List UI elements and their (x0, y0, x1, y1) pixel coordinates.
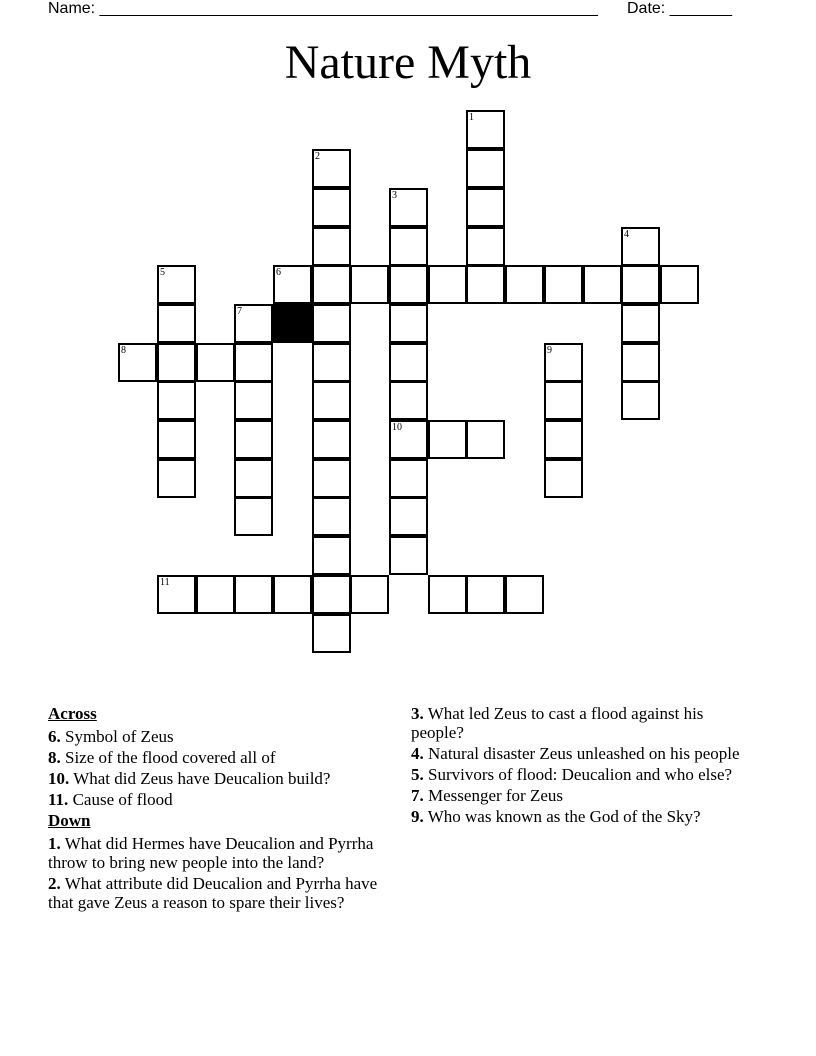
crossword-cell[interactable] (312, 459, 351, 498)
clue-number: 9. (411, 807, 424, 826)
clue-number-label: 7 (237, 306, 242, 317)
clue-text: What attribute did Deucalion and Pyrrha have that gave Zeus a reason to spare their lives? (48, 874, 378, 912)
clue-number-label: 5 (160, 267, 165, 278)
clue-number-label: 4 (624, 229, 629, 240)
crossword-cell[interactable] (621, 343, 660, 382)
crossword-cell[interactable] (544, 459, 583, 498)
crossword-cell[interactable] (312, 575, 351, 614)
crossword-cell[interactable] (157, 304, 196, 343)
crossword-cell[interactable] (157, 381, 196, 420)
crossword-cell[interactable] (312, 420, 351, 459)
crossword-cell[interactable] (350, 265, 389, 304)
crossword-cell[interactable] (389, 265, 428, 304)
crossword-cell[interactable] (621, 265, 660, 304)
clue-number-label: 9 (547, 345, 552, 356)
page-title: Nature Myth (284, 36, 532, 89)
crossword-cell[interactable] (389, 188, 428, 227)
crossword-cell[interactable] (157, 575, 196, 614)
crossword-cell[interactable] (466, 265, 505, 304)
crossword-cell[interactable] (466, 149, 505, 188)
crossword-cell[interactable] (234, 343, 273, 382)
clue-number-label: 3 (392, 190, 397, 201)
crossword-cell[interactable] (389, 381, 428, 420)
crossword-cell[interactable] (428, 575, 467, 614)
crossword-cell[interactable] (312, 188, 351, 227)
clue-number: 5. (411, 765, 424, 784)
crossword-cell[interactable] (273, 575, 312, 614)
crossword-cell[interactable] (544, 381, 583, 420)
clue-text: Size of the flood covered all of (65, 748, 276, 767)
clue-number: 3. (411, 704, 424, 723)
clue-number-label: 6 (276, 267, 281, 278)
crossword-cell[interactable] (234, 575, 273, 614)
clue-across-6 (48, 727, 393, 746)
crossword-cell[interactable] (157, 343, 196, 382)
crossword-cell[interactable] (312, 497, 351, 536)
crossword-cell[interactable] (389, 420, 428, 459)
clue-number: 2. (48, 874, 61, 893)
clue-number: 11. (48, 790, 69, 809)
crossword-cell[interactable] (544, 343, 583, 382)
crossword-cell[interactable] (312, 536, 351, 575)
clue-number-label: 2 (315, 151, 320, 162)
clue-text: What did Zeus have Deucalion build? (73, 769, 331, 788)
crossword-cell[interactable] (466, 227, 505, 266)
crossword-cell[interactable] (312, 381, 351, 420)
crossword-cell[interactable] (544, 420, 583, 459)
clue-down-3 (411, 704, 756, 742)
clues-right-column (411, 704, 756, 828)
clue-down-4 (411, 744, 756, 763)
clue-text: Survivors of flood: Deucalion and who else? (428, 765, 733, 784)
crossword-cell[interactable] (428, 265, 467, 304)
crossword-cell[interactable] (389, 227, 428, 266)
clue-down-2 (48, 874, 393, 912)
crossword-cell[interactable] (428, 420, 467, 459)
crossword-cell[interactable] (118, 343, 157, 382)
clue-down-1 (48, 834, 393, 872)
crossword-black-cell (273, 304, 312, 343)
clue-number: 8. (48, 748, 61, 767)
crossword-cell[interactable] (466, 420, 505, 459)
clue-number: 4. (411, 744, 424, 763)
crossword-cell[interactable] (196, 343, 235, 382)
clue-number-label: 1 (469, 112, 474, 123)
clue-text: What did Hermes have Deucalion and Pyrrha throw to bring new people into the land? (48, 834, 374, 872)
crossword-cell[interactable] (466, 188, 505, 227)
crossword-cell[interactable] (389, 459, 428, 498)
crossword-cell[interactable] (466, 110, 505, 149)
crossword-cell[interactable] (389, 304, 428, 343)
clue-text: Natural disaster Zeus unleashed on his people (428, 744, 740, 763)
clue-number-label: 11 (160, 577, 170, 588)
crossword-cell[interactable] (583, 265, 622, 304)
clue-down-9 (411, 807, 756, 826)
clue-text: Messenger for Zeus (428, 786, 564, 805)
clue-text: Symbol of Zeus (65, 727, 174, 746)
across-heading: Across (48, 704, 97, 723)
crossword-cell[interactable] (544, 265, 583, 304)
crossword-cell[interactable] (234, 497, 273, 536)
crossword-cell[interactable] (389, 497, 428, 536)
crossword-cell[interactable] (234, 420, 273, 459)
crossword-cell[interactable] (350, 575, 389, 614)
crossword-cell[interactable] (389, 343, 428, 382)
clue-number-label: 10 (392, 422, 402, 433)
crossword-cell[interactable] (312, 304, 351, 343)
clues-left-column (48, 704, 393, 914)
crossword-cell[interactable] (234, 381, 273, 420)
crossword-cell[interactable] (234, 459, 273, 498)
crossword-cell[interactable] (196, 575, 235, 614)
crossword-cell[interactable] (157, 265, 196, 304)
clue-down-7 (411, 786, 756, 805)
clue-number-label: 8 (121, 345, 126, 356)
crossword-cell[interactable] (312, 149, 351, 188)
crossword-cell[interactable] (660, 265, 699, 304)
crossword-cell[interactable] (312, 614, 351, 653)
crossword-cell[interactable] (312, 227, 351, 266)
clue-across-8 (48, 748, 393, 767)
crossword-cell[interactable] (621, 304, 660, 343)
clue-across-11 (48, 790, 393, 809)
crossword-cell[interactable] (273, 265, 312, 304)
clue-number: 7. (411, 786, 424, 805)
crossword-cell[interactable] (157, 459, 196, 498)
date-field-label[interactable]: Date: _______ (627, 0, 732, 17)
crossword-cell[interactable] (621, 227, 660, 266)
crossword-cell[interactable] (389, 536, 428, 575)
crossword-cell[interactable] (312, 265, 351, 304)
crossword-cell[interactable] (234, 304, 273, 343)
crossword-cell[interactable] (621, 381, 660, 420)
name-field-label[interactable]: Name: ________________________________________________________ (48, 0, 598, 17)
clue-number: 6. (48, 727, 61, 746)
crossword-cell[interactable] (157, 420, 196, 459)
clue-text: Who was known as the God of the Sky? (427, 807, 701, 826)
clue-text: What led Zeus to cast a flood against his people? (411, 704, 704, 742)
crossword-cell[interactable] (505, 265, 544, 304)
clue-number: 1. (48, 834, 61, 853)
crossword-cell[interactable] (312, 343, 351, 382)
clue-number: 10. (48, 769, 70, 788)
crossword-cell[interactable] (505, 575, 544, 614)
down-heading: Down (48, 811, 91, 830)
clue-text: Cause of flood (72, 790, 173, 809)
crossword-cell[interactable] (466, 575, 505, 614)
clue-across-10 (48, 769, 393, 788)
clue-down-5 (411, 765, 756, 784)
